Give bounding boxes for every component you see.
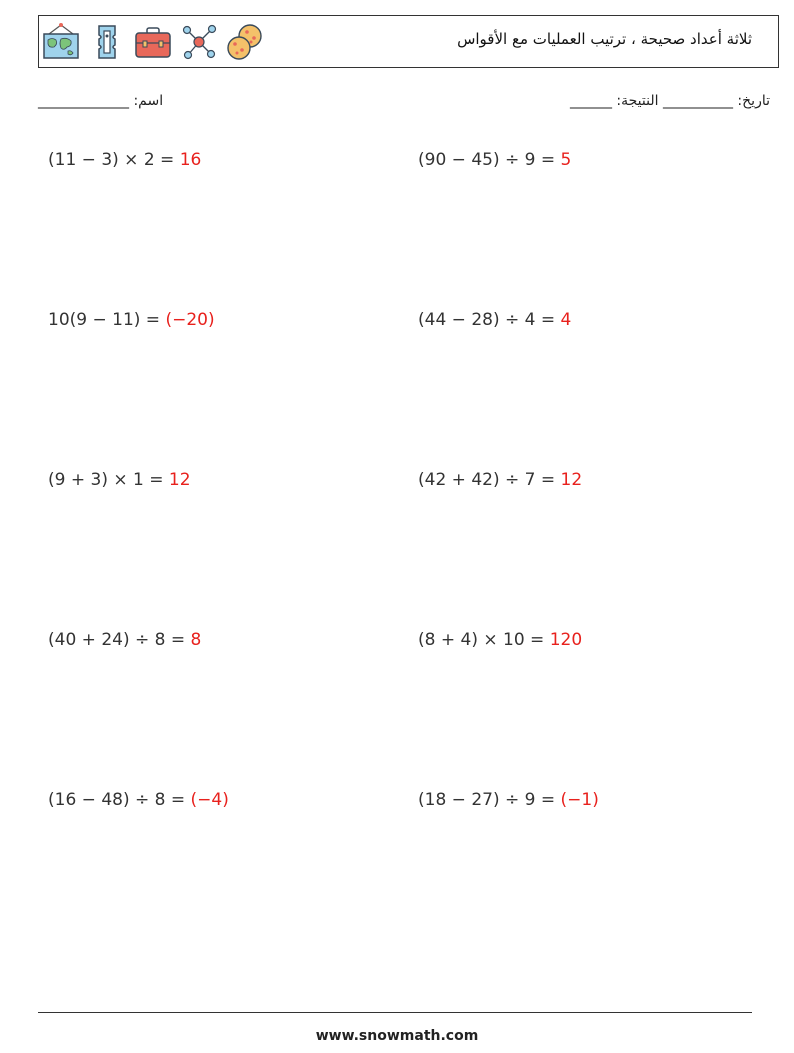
problem-expression: (42 + 42) ÷ 7 = [418,470,561,490]
briefcase-icon [133,22,173,62]
problem-3 [48,310,215,330]
problem-10 [418,790,599,810]
footer-url: www.snowmath.com [315,1028,479,1044]
problem-expression: (8 + 4) × 10 = [418,630,550,650]
problem-answer: 120 [549,630,583,650]
problem-answer: (−1) [560,790,599,810]
problem-2 [418,150,571,170]
problem-answer: 8 [190,630,202,650]
problem-1 [48,150,201,170]
problem-expression: (44 − 28) ÷ 4 = [418,310,561,330]
problem-7 [48,630,201,650]
problem-answer: 5 [560,150,572,170]
problem-4 [418,310,571,330]
pencil-sharpener-icon [87,22,127,62]
problem-expression: (40 + 24) ÷ 8 = [48,630,191,650]
problem-5 [48,470,191,490]
problem-expression: (11 − 3) × 2 = [48,150,180,170]
worksheet-title: ثلاثة أعداد صحيحة ، ترتيب العمليات مع الأقواس [457,30,752,48]
problem-8 [418,630,582,650]
problem-answer: (−4) [190,790,229,810]
molecule-icon [179,22,219,62]
cookies-icon [225,22,265,62]
problem-answer: 16 [179,150,202,170]
problem-answer: 12 [560,470,583,490]
problem-answer: (−20) [165,310,215,330]
problem-9 [48,790,229,810]
name-field: _____________ :اسم [38,93,164,109]
problem-expression: (90 − 45) ÷ 9 = [418,150,561,170]
date-score-field: ______ :تاريخ: __________ النتيجة [569,93,770,109]
problem-expression: (16 − 48) ÷ 8 = [48,790,191,810]
problem-6 [418,470,582,490]
problem-expression: 10(9 − 11) = [48,310,166,330]
world-map-icon [41,22,81,62]
problem-expression: (18 − 27) ÷ 9 = [418,790,561,810]
problem-answer: 4 [560,310,572,330]
header-icons [41,20,271,64]
problem-expression: (9 + 3) × 1 = [48,470,169,490]
problem-answer: 12 [168,470,191,490]
worksheet-header [38,15,779,68]
footer-divider [38,1012,752,1013]
